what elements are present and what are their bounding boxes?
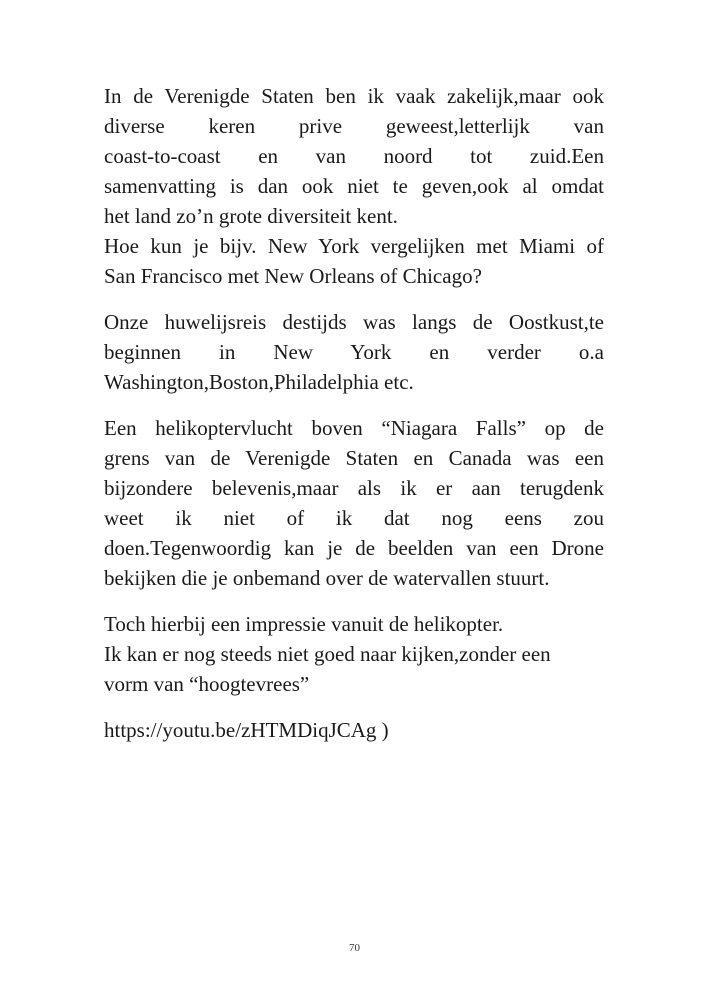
text-line: Een helikoptervlucht boven “Niagara Falls” op de xyxy=(104,416,604,440)
text-line: diverse keren prive geweest,letterlijk van xyxy=(104,114,604,138)
text-line: weet ik niet of ik dat nog eens zou xyxy=(104,506,604,530)
paragraph-helicopter xyxy=(104,413,604,593)
page-number: 70 xyxy=(349,942,360,954)
text-line: doen.Tegenwoordig kan je de beelden van een Drone xyxy=(104,536,604,560)
page-body xyxy=(104,81,604,745)
text-line: coast-to-coast en van noord tot zuid.Een xyxy=(104,144,604,168)
text-line: In de Verenigde Staten ben ik vaak zakelijk,maar ook xyxy=(104,84,604,108)
text-line: het land zo’n grote diversiteit kent. xyxy=(104,204,398,228)
text-line: grens van de Verenigde Staten en Canada was een xyxy=(104,446,604,470)
text-line: Hoe kun je bijv. New York vergelijken met Miami of xyxy=(104,234,604,258)
video-link[interactable] xyxy=(104,715,604,745)
paragraph-impression xyxy=(104,609,604,699)
text-line: vorm van “hoogtevrees” xyxy=(104,672,310,696)
text-line: bekijken die je onbemand over de watervallen stuurt. xyxy=(104,566,550,590)
text-line: Ik kan er nog steeds niet goed naar kijken,zonder een xyxy=(104,642,551,666)
video-url-text[interactable]: https://youtu.be/zHTMDiqJCAg ) xyxy=(104,718,389,742)
paragraph-usa-intro xyxy=(104,81,604,291)
text-line: Onze huwelijsreis destijds was langs de Oostkust,te xyxy=(104,310,604,334)
text-line: bijzondere belevenis,maar als ik er aan terugdenk xyxy=(104,476,604,500)
paragraph-honeymoon xyxy=(104,307,604,397)
text-line: beginnen in New York en verder o.a xyxy=(104,340,604,364)
text-line: samenvatting is dan ook niet te geven,ook al omdat xyxy=(104,174,604,198)
text-line: Toch hierbij een impressie vanuit de helikopter. xyxy=(104,612,504,636)
text-line: San Francisco met New Orleans of Chicago? xyxy=(104,264,482,288)
text-line: Washington,Boston,Philadelphia etc. xyxy=(104,370,414,394)
